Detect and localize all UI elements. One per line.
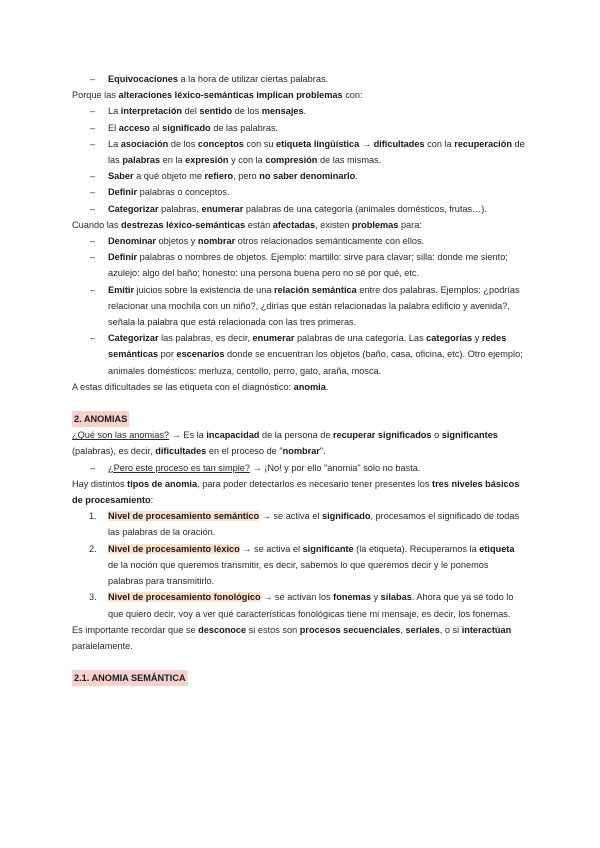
paragraph: A estas dificultades se las etiqueta con el diagnóstico: anomia. [72,381,329,392]
list-item: 2. Nivel de procesamiento léxico → se activa el significante (la etiqueta). Recuperamos la etiqueta de la noción que queremos transmitir, es decir, sabemos lo que queremos decir y le ponemos palabras para transmitirlo. [89,543,515,587]
list-item: – Denominar objetos y nombrar otros relacionados semánticamente con ellos. [90,236,425,247]
list-item: – La interpretación del sentido de los mensajes. [90,106,307,117]
list-item: – Categorizar palabras, enumerar palabras de una categoría (animales domésticos, frutas…). [90,203,487,214]
list-item: – Equivocaciones a la hora de utilizar ciertas palabras. [90,74,329,84]
list-item: – El acceso al significado de las palabras. [90,122,279,133]
paragraph: Porque las alteraciones léxico-semánticas implican problemas con: [72,90,363,101]
section-heading: 2. ANOMIAS [72,411,129,427]
list-item: 1. Nivel de procesamiento semántico → se activa el significado, procesamos el significado de todas las palabras de la oración. [89,511,520,538]
list-item: – Definir palabras o nombres de objetos. Ejemplo: martillo: sirve para clavar; silla: donde me siento; azulejo: algo del baño; honesto: una persona buena pero no sé por qué, etc. [90,252,508,279]
paragraph: Hay distintos tipos de anomia, para poder detectarlos es necesario tener presentes los tres niveles básicos de procesamiento: [72,478,520,506]
list-item: – La asociación de los conceptos con su etiqueta lingüística → dificultades con la recuperación de las palabras en la expresión y con la compresión de las mismas. [90,138,525,166]
list-item: 3. Nivel de procesamiento fonológico → se activan los fonemas y sílabas. Ahora que ya sé todo lo que quiero decir, voy a ver qué características fonológicas tiene mi mensaje, es decir, los fonemas. [89,592,514,619]
subsection-heading: 2.1. ANOMIA SEMÁNTICA [72,670,188,686]
paragraph: ¿Qué son las anomias? → Es la incapacidad de la persona de recuperar significados o significantes (palabras), es decir, dificultades en el proceso de "nombrar". [72,430,498,457]
list-item: – Emitir juicios sobre la existencia de una relación semántica entre dos palabras. Ejemplos: ¿podrías relacionar una mochila con un niño?, ¿dirías que están relacionadas la palabra edificio y avenida?, señala la palabra que está relacionada con las tres primeras. [90,284,520,328]
list-item: – Definir palabras o conceptos. [90,187,230,198]
list-item: – ¿Pero este proceso es tan simple? → ¡No! y por ello "anomia" solo no basta. [90,462,421,473]
list-item: – Categorizar las palabras, es decir, enumerar palabras de una categoría. Las categorías y redes semánticas por escenarios donde se encuentran los objetos (baño, casa, oficina, etc). Otro ejemplo; animales domésticos: merluza, centollo, perro, gato, araña, mosca. [90,333,523,376]
paragraph: Cuando las destrezas léxico-semánticas están afectadas, existen problemas para: [72,219,422,230]
document-page [72,71,528,686]
paragraph: Es importante recordar que se desconoce si estos son procesos secuenciales, seriales, o si interactúan paralelamente. [72,624,512,651]
list-item: – Saber a qué objeto me refiero, pero no saber denominarlo. [90,171,358,182]
